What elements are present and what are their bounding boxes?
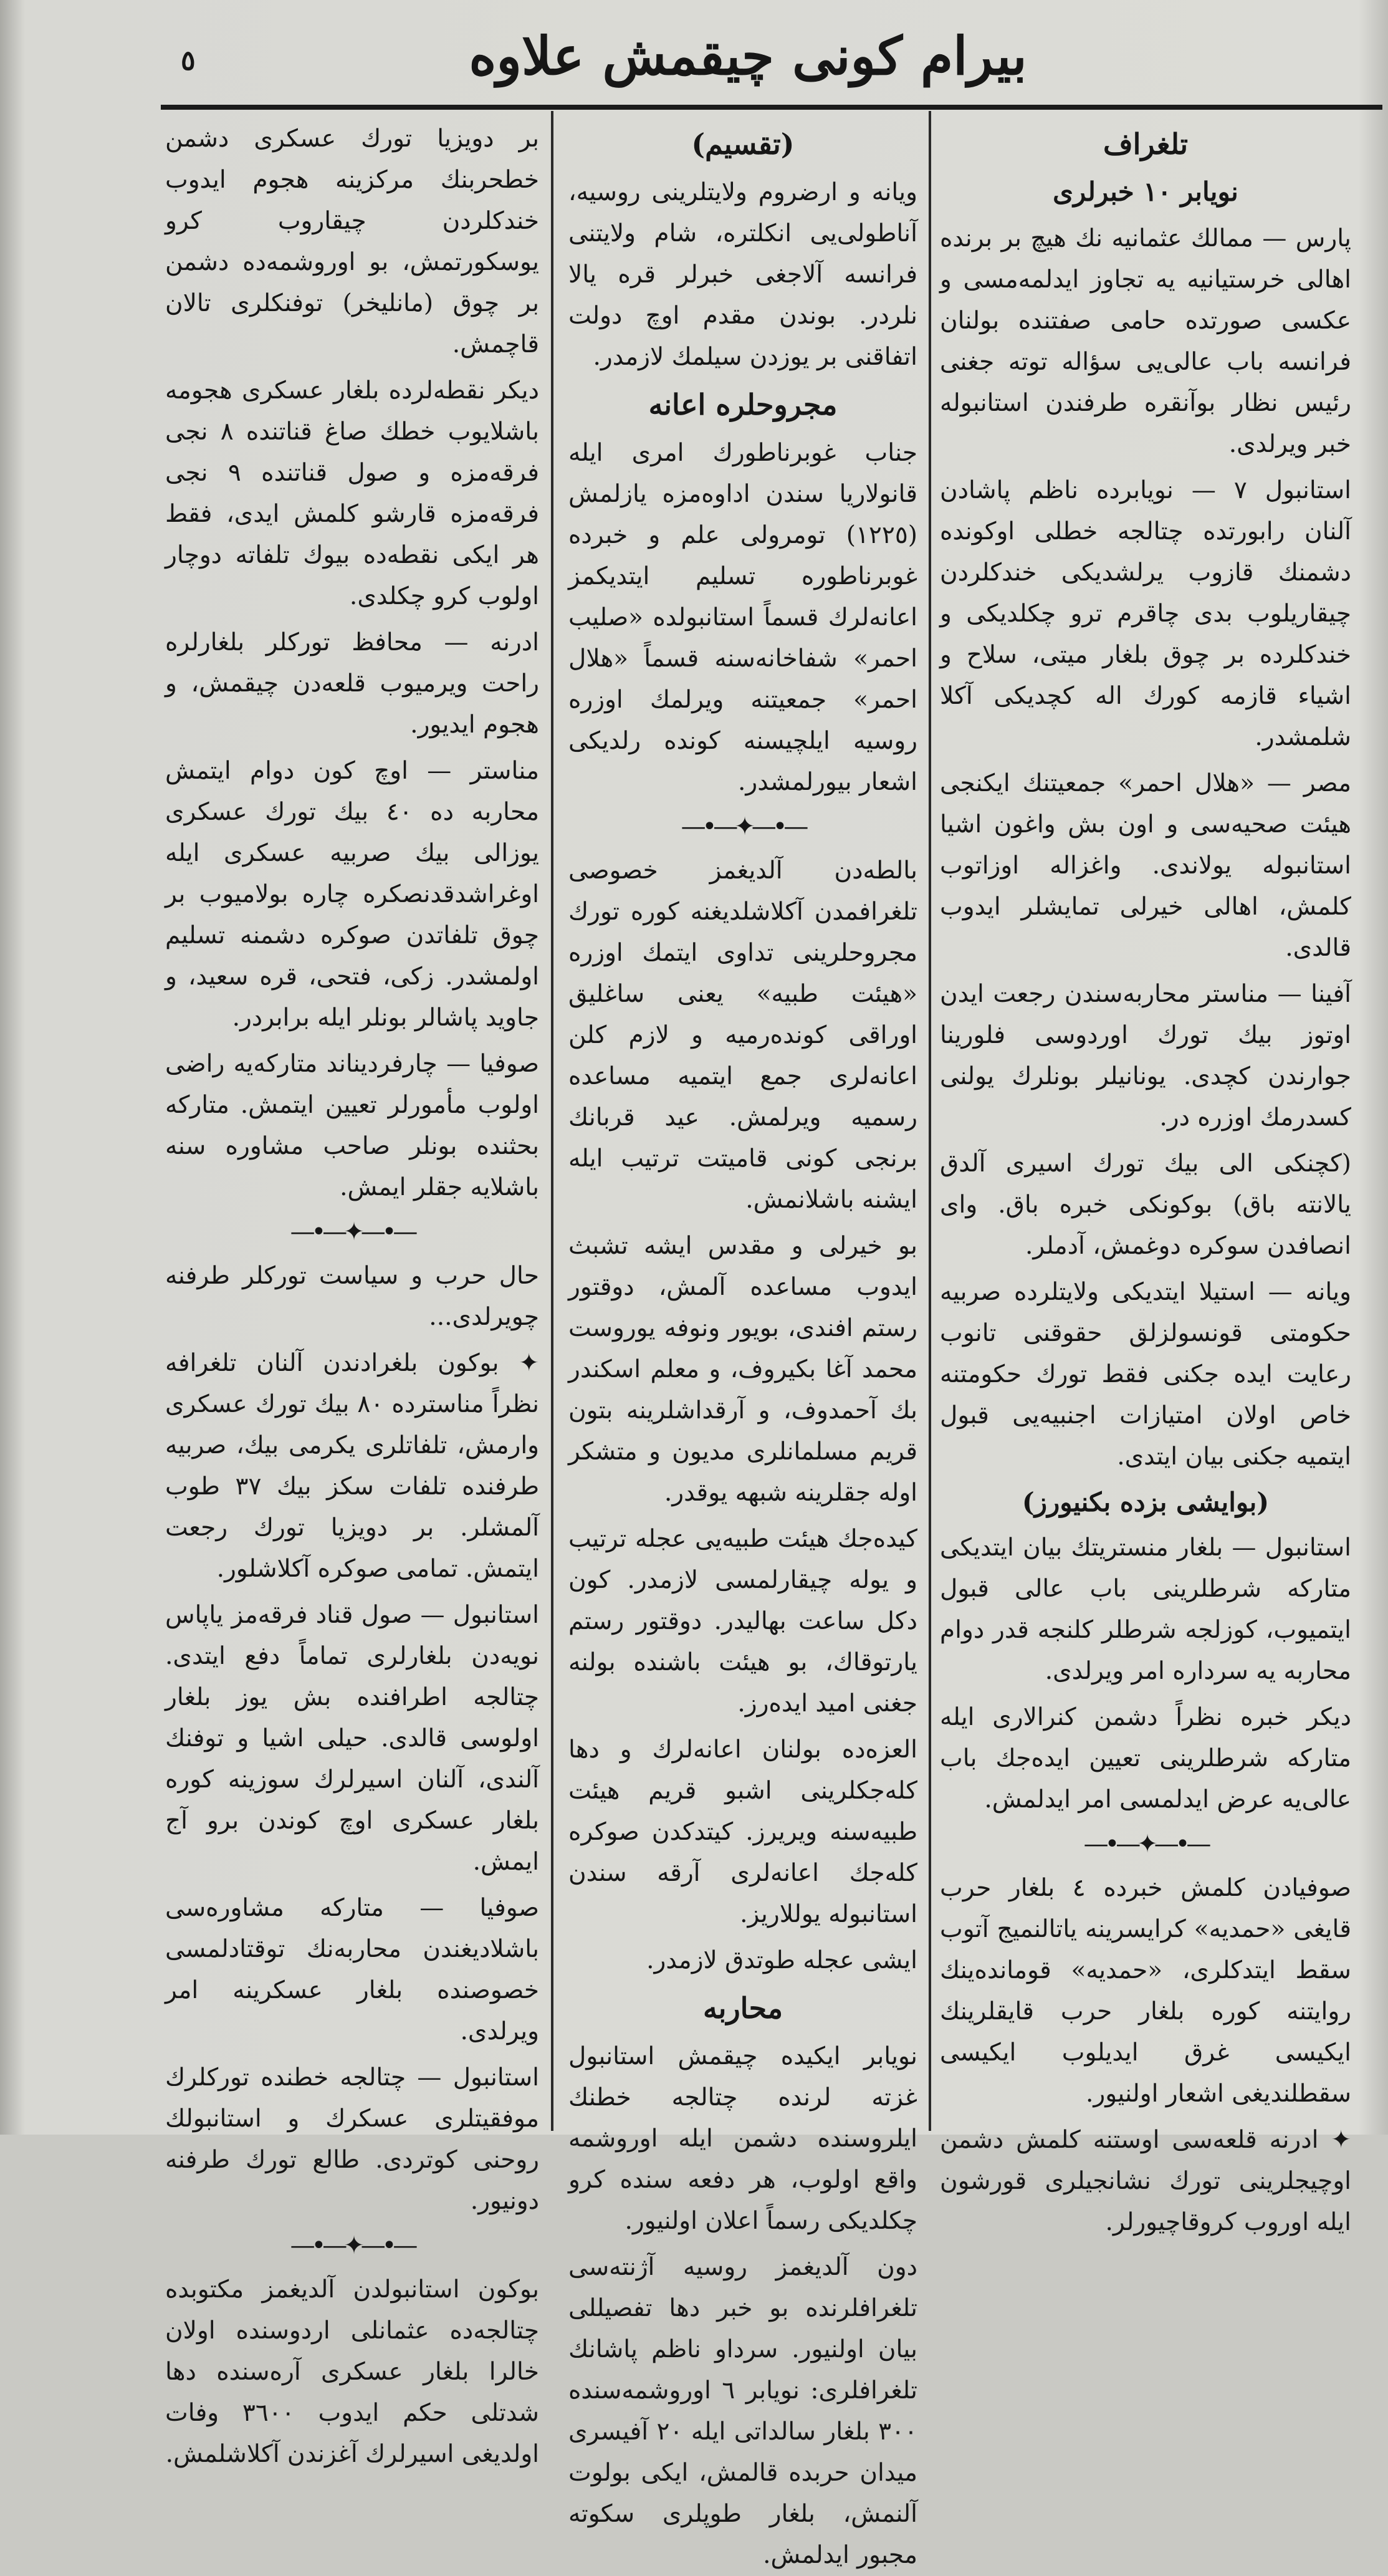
telegraph-heading: تلغراف — [1103, 127, 1189, 161]
news-paragraph: ادرنه — محافظ تورکلر بلغارلره راحت ویرمیوب قلعه‌دن چیقمش، و هجوم ایدیور. — [165, 628, 539, 739]
news-paragraph: صوفیا — چارفردیناند متارکه‌یه راضی اولوب مأمورلر تعیین ایتمش. متارکه بحثنده بونلر صاحب مشاوره سنه باشلایه جقلر ایمش. — [165, 1050, 539, 1201]
news-paragraph: ✦ ادرنه قلعه‌سی اوستنه کلمش دشمن اوچیجلرینی تورك نشانجیلری قورشون ایله اوروب کروقاچیورلر. — [940, 2126, 1351, 2236]
partition-heading: (تقسیم) — [691, 127, 795, 161]
news-paragraph: بوکون استانبولدن آلدیغمز مکتوبده چتالجه‌ده عثمانلی اردوسنده اولان خالرا بلغار عسکری آره‌سنده دها شدتلی حکم ایدوب ٣٦٠٠ وفات اولدیغی اسیرلرك آغزندن آکلاشلمش. — [165, 2276, 539, 2468]
aid-heading: مجروحلره اعانه — [648, 388, 838, 421]
news-paragraph: استانبول — چتالجه خطنده تورکلرك موفقیتلری عسکرك و استانبولك روحنی کوتردی. طالع تورك طرفنه دونیور. — [165, 2064, 539, 2215]
news-paragraph: استانبول ٧ — نویابرده ناظم پاشادن آلنان رابورتده چتالجه خطلی اوکونده دشمنك قازوب یرلشدیکی خندکلردن چیقاریلوب بدی چاقرم ترو چکلدیکی و خندکلرده بر چوق بلغار میتی، سلاح و اشیاء قازمه کورك اله کچدیکی آکلا شلمشدر. — [940, 476, 1351, 751]
news-paragraph: استانبول — صول قناد فرقه‌مز یاپاس نویه‌دن بلغارلری تماماً دفع ایتدی. چتالجه اطرافنده بش یوز بلغار اولوسی قالدی. حیلی اشیا و توفنك آلندی، آلنان اسیرلرك سوزینه کوره بلغار عسکری اوچ کوندن برو آج ایمش. — [165, 1601, 539, 1876]
news-paragraph: دیکر نقطه‌لرده بلغار عسکری هجومه باشلایوب خطك صاغ قناتنده ٨ نجی فرقه‌مزه و صول قناتنده ٩ نجی فرقه‌مزه قارشو کلمش ایدی، فقط هر ایکی نقطه‌ده بیوك تلفاته دوچار اولوب کرو چکلدی. — [165, 377, 539, 610]
news-paragraph: جناب غوبرناطورك امری ایله قانولاریا سندن اداوه‌مزه یازلمش (١٢٢٥) تومرولی علم و خبرده غوبرناطوره تسلیم ایتدیکمز اعانه‌لرك قسماً استانبولده «صلیب احمر» شفاخانه‌سنه قسماً «هلال احمر» جمعیتنه ویرلمك اوزره روسیه ایلچیسنه کونده رلدیکی اشعار بیورلمشدر. — [568, 439, 917, 796]
news-paragraph: بر دویزیا تورك عسکری دشمن خطحربنك مرکزینه هجوم ایدوب خندکلردن چیقاروب کرو یوسکورتمش، بو اوروشمه‌ده دشمن بر چوق (مانلیخر) توفنکلری تالان قاچمش. — [165, 125, 539, 358]
editorial-note: (بوایشی بزده بکنیورز) — [1022, 1487, 1270, 1517]
news-paragraph: صوفیادن کلمش خبرده ٤ بلغار حرب قایغی «حمدیه» کرایسرینه یاتالنمیج آتوب سقط ایتدکلری، «حمدیه» قومانده‌ینك روایتنه کوره بلغار حرب قایقلرینك ایکیسی غرق ایدیلوب ایکیسی سقطلندیغی اشعار اولنیور. — [940, 1874, 1351, 2108]
middle-column — [568, 118, 917, 2569]
header-rule — [161, 105, 1382, 110]
right-column — [940, 118, 1351, 2236]
news-paragraph: بو خیرلی و مقدس ایشه تشبث ایدوب مساعده آلمش، دوقتور رستم افندی، بویور ونوفه یوروست محمد آغا بکیروف، و معلم اسکندر بك آحمدوف، و آرقداشلرینه بتون قریم مسلمانلری مدیون و متشکر اوله جقلرینه شبهه یوقدر. — [568, 1232, 917, 1507]
ornament-divider: —•—✦—•— — [681, 812, 805, 841]
news-paragraph: آفینا — مناستر محاربه‌سندن رجعت ایدن اوتوز بیك تورك اوردوسی فلورینا جوارندن کچدی. یونانیلر بونلرك یولنی کسدرمك اوزره در. — [940, 980, 1351, 1132]
column-divider-left — [551, 111, 553, 2131]
masthead-title: بیرام کونی چیقمش علاوه — [469, 25, 1027, 87]
page-number: ٥ — [181, 45, 196, 77]
left-column — [165, 118, 540, 2468]
news-paragraph: صوفیا — متارکه مشاوره‌سی باشلادیغندن محاربه‌نك توقتادلمسی خصوصنده بلغار عسکرینه امر ویرلدی. — [165, 1894, 539, 2045]
news-paragraph: ایشی عجله طوتدق لازمدر. — [646, 1946, 917, 1974]
news-paragraph: نویابر ایکیده چیقمش استانبول غزته لرنده چتالجه خطنك ایلروسنده دشمن ایله اوروشمه واقع اولوب، هر دفعه سنده کرو چکلدیکی رسماً اعلان اولنیور. — [568, 2042, 917, 2235]
news-paragraph: پارس — ممالك عثمانیه نك هیچ بر برنده اهالی خرستیانیه یه تجاوز ایدلمه‌مسی و عکسی صورتده حامی صفتنده بولنان فرانسه باب عالی‌یی سؤاله توته جغنی رئیس نظار بوآنقره طرفندن استانبوله خبر ویرلدی. — [940, 224, 1351, 458]
news-paragraph: ویانه و ارضروم ولایتلرینی روسیه، آناطولی‌یی انکلتره، شام ولایتنی فرانسه آلاجغی خبرلر قره یالا نلردر. بوندن مقدم اوچ دولت اتفاقنی بر یوزدن سیلمك لازمدر. — [568, 178, 917, 371]
news-paragraph: مناستر — اوچ کون دوام ایتمش محاربه ده ٤٠ بیك تورك عسکری یوزالی بیك صربیه عسکری ایله اوغراشدقدنصکره چاره بولامیوب بر چوق تلفاتدن صوکره دشمنه تسلیم اولمشدر. زکی، فتحی، قره سعید، و جاوید پاشالر بونلر ایله برابردر. — [165, 757, 540, 1032]
news-paragraph: ✦ بوکون بلغرادندن آلنان تلغرافه نظراً مناسترده ٨٠ بیك تورك عسکری وارمش، تلفاتلری یکرمی بیك، صربیه طرفنده تلفات سکز بیك ٣٧ طوب آلمشلر. بر دویزیا تورك رجعت ایتمش. تمامی صوکره آکلاشلور. — [165, 1349, 539, 1583]
news-paragraph: کیده‌جك هیئت طبیه‌یی عجله ترتیب و یوله چیقارلمسی لازمدر. کون دکل ساعت بهالیدر. دوقتور رستم یارتوقاك، بو هیئت باشنده بولنه جغنی امید ایده‌رز. — [568, 1525, 917, 1718]
news-paragraph: دون آلدیغمز روسیه آژنته‌سی تلغرافلرنده بو خبر دها تفصیللی بیان اولنیور. سرداو ناظم پاشانك تلغرافلری: نویابر ٦ اوروشمه‌سنده ٣٠٠ بلغار سالداتی ایله ٢٠ آفیسری میدان حربده قالمش، ایکی بولوت آلنمش، بلغار طوپلری سکوته مجبور ایدلمش. — [568, 2253, 917, 2569]
news-paragraph: حال حرب و سیاست تورکلر طرفنه چویرلدی... — [165, 1262, 539, 1331]
news-paragraph: ویانه — استیلا ایتدیکی ولایتلرده صربیه حکومتی قونسولزلق حقوقنی تانوب رعایت ایده جکنی فقط تورك حکومتنه خاص اولان امتیازات اجنبیه‌یی قبول ایتمیه جکنی بیان ایتدی. — [940, 1278, 1351, 1471]
ornament-divider: —•—✦—•— — [290, 2231, 414, 2260]
ornament-divider: —•—✦—•— — [1083, 1830, 1208, 1858]
column-divider-right — [929, 111, 931, 2131]
war-heading: محاربه — [702, 1991, 783, 2025]
news-paragraph: مصر — «هلال احمر» جمعیتنك ایکنجی هیئت صحیه‌سی و اون بش واغون اشیا استانبوله یولاندی. واغزاله اوزاتوب کلمش، اهالی خیرلی تمایشلر ایدوب قالدی. — [940, 769, 1351, 962]
ornament-divider: —•—✦—•— — [290, 1218, 414, 1246]
news-paragraph: (کچنکی الی بیك تورك اسیری آلدق یالانته باق) بوکونکی خبره باق. وای انصافدن سوکره دوغمش، آدملر. — [940, 1150, 1351, 1260]
news-paragraph: بالطه‌دن آلدیغمز خصوصی تلغرافمدن آکلاشلدیغنه کوره تورك مجروحلرینی تداوی ایتمك اوزره «هیئت طبیه» یعنی ساغلیق اوراقی کونده‌رمیه و لازم کلن اعانه‌لری جمع ایتمیه مساعده رسمیه ویرلمش. عید قربانك برنجی کونی قامیتت ترتیب ایله ایشنه باشلانمش. — [568, 857, 917, 1214]
news-paragraph: دیکر خبره نظراً دشمن کنرالاری ایله متارکه شرطلرینی تعیین ایده‌جك باب عالی‌یه عرض ایدلمسی امر ایدلمش. — [940, 1703, 1351, 1814]
news-paragraph: العزه‌ده بولنان اعانه‌لرك و دها کله‌جکلرینی اشبو قریم هیئت طبیه‌سنه ویریرز. کیتدکدن صوکره کله‌جك اعانه‌لری آرقه سندن استانبوله یوللاریز. — [568, 1736, 917, 1928]
news-paragraph: استانبول — بلغار منستریتك بیان ایتدیکی متارکه شرطلرینی باب عالی قبول ایتمیوب، کوزلجه شرطلر کلنجه قدر دوام محاربه یه سرداره امر ویرلدی. — [940, 1534, 1351, 1685]
dateline: نویابر ١٠ خبرلری — [1053, 176, 1238, 207]
